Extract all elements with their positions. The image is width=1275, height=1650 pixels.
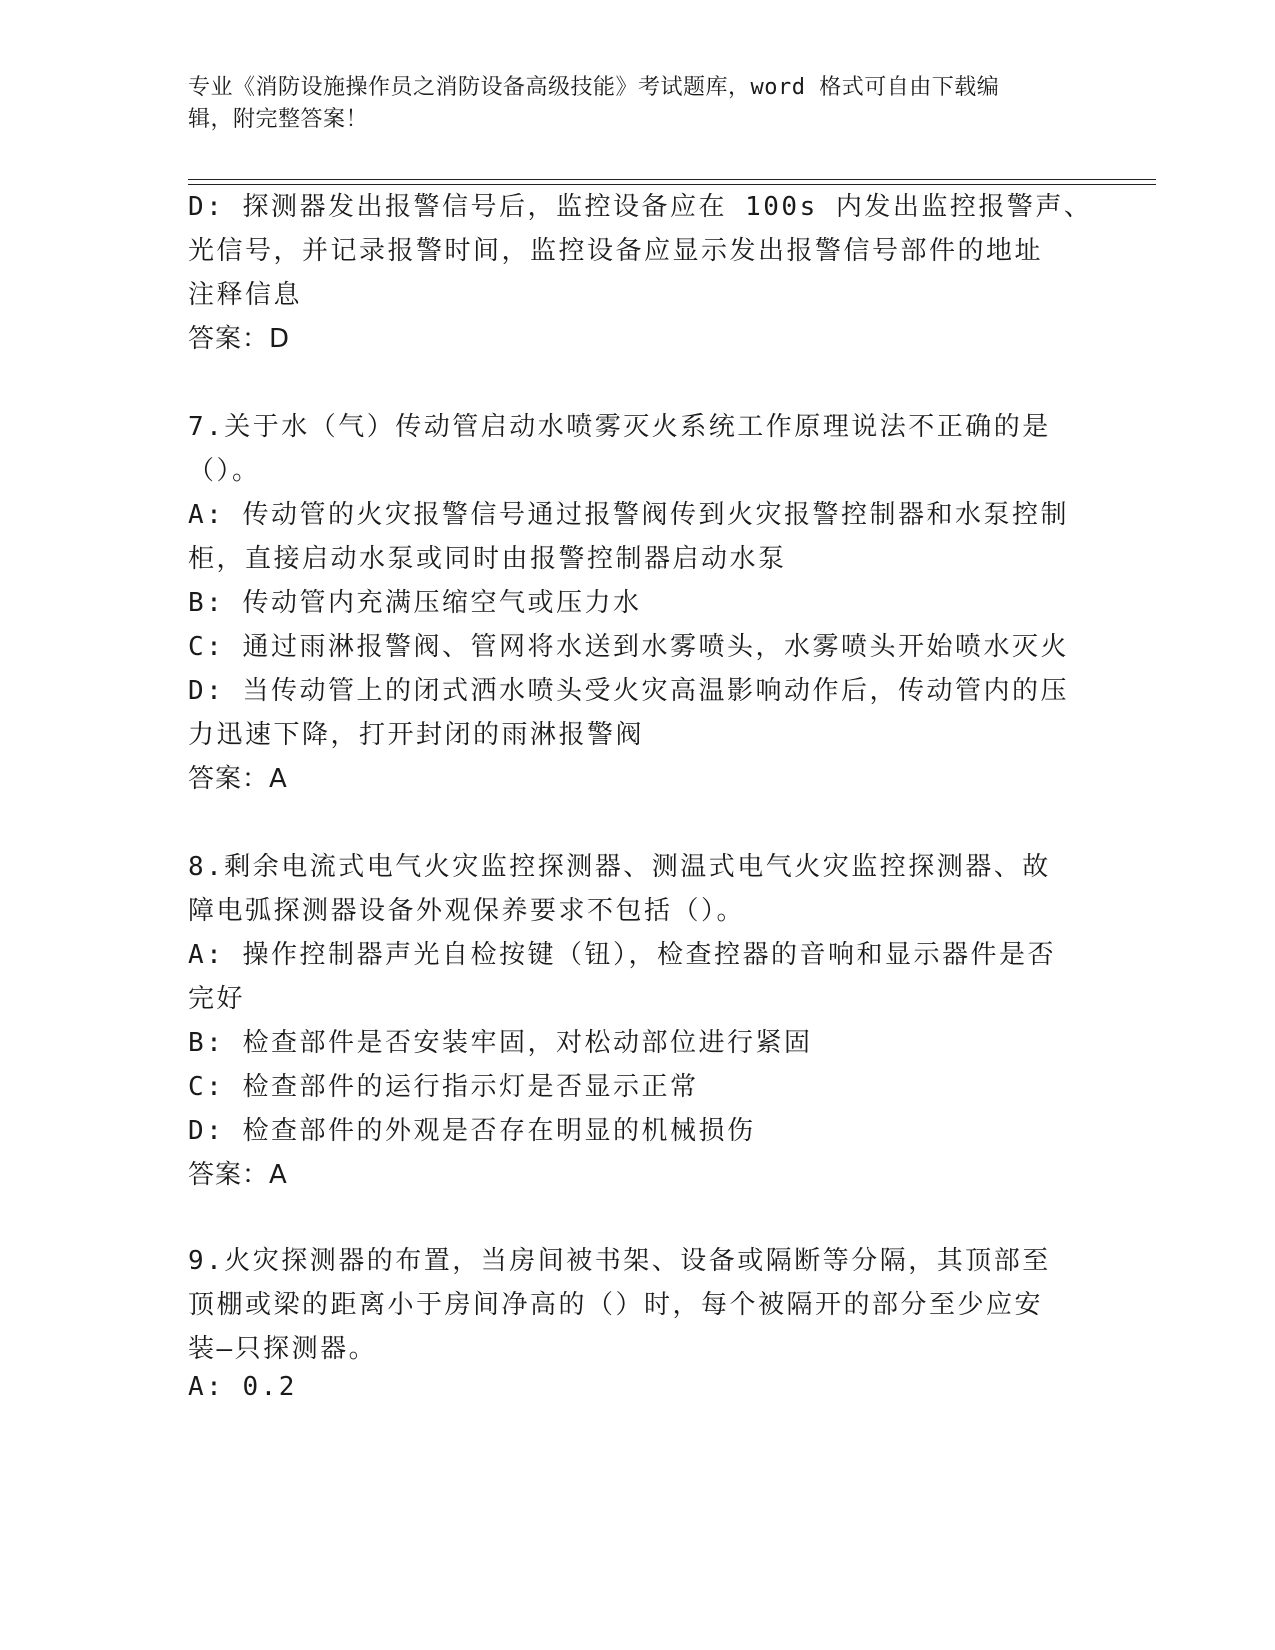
q9-option-a: A: 0.2 [188, 1372, 297, 1402]
q7-answer: 答案：A [188, 764, 288, 794]
q7-question-line-1: 7.关于水（气）传动管启动水喷雾灭火系统工作原理说法不正确的是 [188, 412, 1051, 442]
q8-question-line-1: 8.剩余电流式电气火灾监控探测器、测温式电气火灾监控探测器、故 [188, 852, 1051, 882]
document-body [188, 0, 1093, 1650]
q9-question-line-3: 装—只探测器。 [188, 1334, 378, 1364]
q9-question-line-1: 9.火灾探测器的布置，当房间被书架、设备或隔断等分隔，其顶部至 [188, 1246, 1051, 1276]
q9-question-line-2: 顶棚或梁的距离小于房间净高的（）时，每个被隔开的部分至少应安 [188, 1290, 1044, 1320]
q8-option-d: D: 检查部件的外观是否存在明显的机械损伤 [188, 1116, 756, 1146]
q6-option-d-line-2: 光信号，并记录报警时间，监控设备应显示发出报警信号部件的地址 [188, 236, 1044, 266]
q8-answer: 答案：A [188, 1160, 288, 1190]
q6-answer: 答案：D [188, 324, 291, 354]
page-header: 专业《消防设施操作员之消防设备高级技能》考试题库，word 格式可自由下载编 辑，附完整答案！ [188, 75, 1000, 132]
q7-option-a-line-1: A: 传动管的火灾报警信号通过报警阀传到火灾报警控制器和水泵控制 [188, 500, 1069, 530]
q8-option-b: B: 检查部件是否安装牢固，对松动部位进行紧固 [188, 1028, 813, 1058]
q8-option-a-line-2: 完好 [188, 984, 246, 1014]
q8-option-c: C: 检查部件的运行指示灯是否显示正常 [188, 1072, 699, 1102]
q7-option-b: B: 传动管内充满压缩空气或压力水 [188, 588, 642, 618]
q7-option-d-line-1: D: 当传动管上的闭式洒水喷头受火灾高温影响动作后，传动管内的压 [188, 676, 1069, 706]
q7-option-a-line-2: 柜，直接启动水泵或同时由报警控制器启动水泵 [188, 544, 787, 574]
q7-option-c: C: 通过雨淋报警阀、管网将水送到水雾喷头，水雾喷头开始喷水灭火 [188, 632, 1069, 662]
q6-option-d-line-3: 注释信息 [188, 280, 303, 310]
q7-option-d-line-2: 力迅速下降，打开封闭的雨淋报警阀 [188, 720, 645, 750]
q6-option-d-line-1: D: 探测器发出报警信号后，监控设备应在 100s 内发出监控报警声、 [188, 192, 1093, 222]
q8-option-a-line-1: A: 操作控制器声光自检按键（钮），检查控器的音响和显示器件是否 [188, 940, 1056, 970]
q8-question-line-2: 障电弧探测器设备外观保养要求不包括（）。 [188, 896, 746, 926]
q7-question-line-2: （）。 [188, 456, 261, 486]
